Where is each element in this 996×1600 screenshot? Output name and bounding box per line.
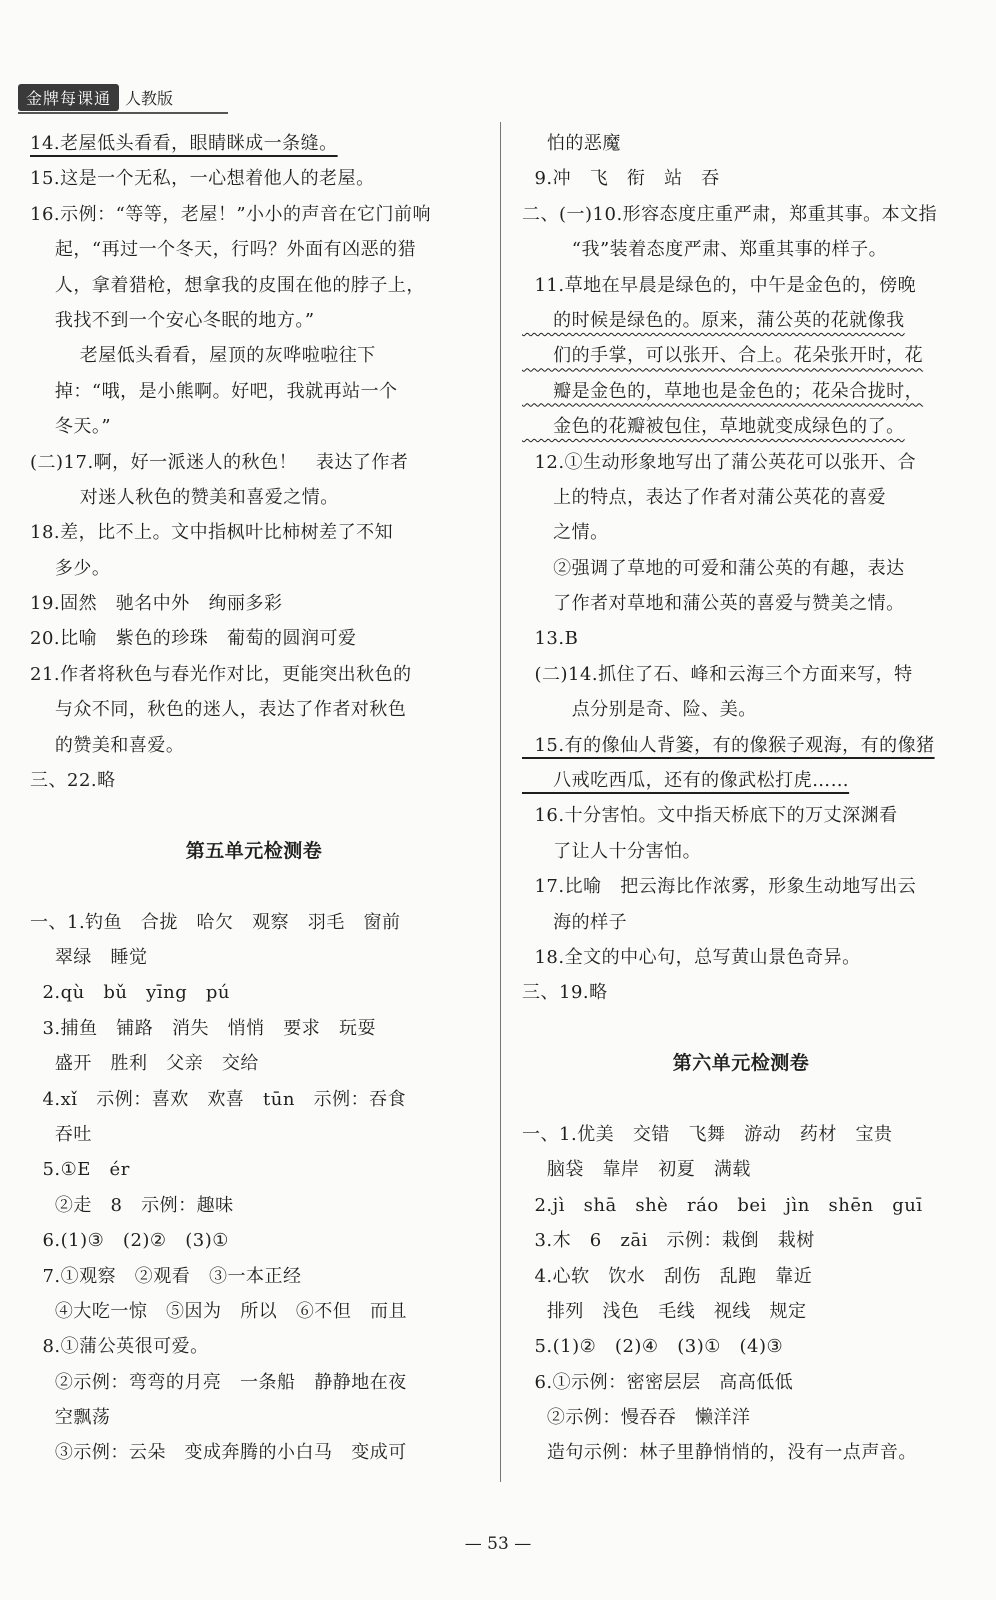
answer-line: 16.十分害怕。文中指天桥底下的万丈深渊看 <box>522 805 898 827</box>
answer-line: 21.作者将秋色与春光作对比，更能突出秋色的 <box>30 663 412 685</box>
spacer <box>522 1082 960 1117</box>
answer-line: 多少。 <box>30 557 111 579</box>
page-number: — 53 — <box>464 1534 532 1554</box>
answer-line: ②走 8 示例：趣味 <box>30 1194 234 1216</box>
answer-line: (二)17.啊，好一派迷人的秋色！ 表达了作者 <box>30 451 409 473</box>
answer-line: 3.木 6 zāi 示例：栽倒 栽树 <box>522 1230 815 1252</box>
answer-line: (二)14.抓住了石、峰和云海三个方面来写，特 <box>522 663 913 685</box>
answer-line: 2.qù bǔ yīng pú <box>30 982 230 1004</box>
answer-line: 4.心软 饮水 刮伤 乱跑 靠近 <box>522 1265 813 1287</box>
answer-line: 二、(一)10.形容态度庄重严肃，郑重其事。本文指 <box>522 203 938 225</box>
answer-line: 2.jì shā shè ráo bei jìn shēn guī <box>522 1194 923 1216</box>
answer-line: 起，“再过一个冬天，行吗？外面有凶恶的猎 <box>30 239 417 261</box>
answer-line: 一、1.钓鱼 合拢 哈欠 观察 羽毛 窗前 <box>30 911 401 933</box>
answer-line: 3.捕鱼 铺路 消失 悄悄 要求 玩耍 <box>30 1017 376 1039</box>
answer-line: 对迷人秋色的赞美和喜爱之情。 <box>30 486 339 508</box>
answer-line <box>522 303 960 338</box>
answer-line: 掉：“哦，是小熊啊。好吧，我就再站一个 <box>30 380 398 402</box>
spacer <box>30 798 478 833</box>
answer-line: 排列 浅色 毛线 视线 规定 <box>522 1300 807 1322</box>
spacer <box>522 1011 960 1046</box>
underlined-text: 瓣是金色的，草地也是金色的；花朵合拢时， <box>522 380 924 402</box>
underlined-text: 金色的花瓣被包住，草地就变成绿色的了。 <box>522 416 905 438</box>
answer-line: 17.比喻 把云海比作浓雾，形象生动地写出云 <box>522 876 917 898</box>
answer-line: 18.全文的中心句，总写黄山景色奇异。 <box>522 946 861 968</box>
answer-line: 上的特点，表达了作者对蒲公英花的喜爱 <box>522 486 887 508</box>
answer-line: 6.①示例：密密层层 高高低低 <box>522 1371 794 1393</box>
answer-line: 13.B <box>522 628 579 650</box>
answer-line: “我”装着态度严肃、郑重其事的样子。 <box>522 239 888 261</box>
answer-line: 人，拿着猎枪，想拿我的皮围在他的脖子上， <box>30 274 425 296</box>
underlined-text: 八戒吃西瓜，还有的像武松打虎…… <box>522 770 850 792</box>
answer-line: 脑袋 靠岸 初夏 满载 <box>522 1159 751 1181</box>
answer-line: 了让人十分害怕。 <box>522 840 702 862</box>
answer-line: 三、22.略 <box>30 770 116 792</box>
answer-line: 20.比喻 紫色的珍珠 葡萄的圆润可爱 <box>30 628 357 650</box>
answer-line: ②示例：弯弯的月亮 一条船 静静地在夜 <box>30 1371 407 1393</box>
underlined-text: 15.有的像仙人背篓，有的像猴子观海，有的像猪 <box>522 734 935 756</box>
answer-line: 翠绿 睡觉 <box>30 946 148 968</box>
answer-line <box>522 374 960 409</box>
answer-line <box>522 763 960 798</box>
answer-line: 空飘荡 <box>30 1407 111 1429</box>
answer-line: 的赞美和喜爱。 <box>30 734 185 756</box>
header-rule <box>18 112 228 114</box>
answer-line: 冬天。” <box>30 416 112 438</box>
answer-line: 一、1.优美 交错 飞舞 游动 药材 宝贵 <box>522 1123 893 1145</box>
left-answer-column <box>30 126 478 1471</box>
answer-line: 12.①生动形象地写出了蒲公英花可以张开、合 <box>522 451 917 473</box>
answer-line <box>522 728 960 763</box>
answer-line <box>30 126 478 161</box>
answer-line: 11.草地在早晨是绿色的，中午是金色的，傍晚 <box>522 274 917 296</box>
answer-line: 怕的恶魔 <box>522 133 621 154</box>
answer-line: ③示例：云朵 变成奔腾的小白马 变成可 <box>30 1442 407 1464</box>
answer-line: 18.差，比不上。文中指枫叶比柿树差了不知 <box>30 522 394 544</box>
answer-line: ④大吃一惊 ⑤因为 所以 ⑥不但 而且 <box>30 1300 408 1322</box>
answer-line: 吞吐 <box>30 1123 92 1145</box>
underlined-text: 的时候是绿色的。原来，蒲公英的花就像我 <box>522 309 905 331</box>
answer-line: 造句示例：林子里静悄悄的，没有一点声音。 <box>522 1442 917 1464</box>
answer-line: 8.①蒲公英很可爱。 <box>30 1336 209 1358</box>
answer-line: 盛开 胜利 父亲 交给 <box>30 1053 259 1075</box>
column-divider <box>500 122 501 1482</box>
answer-line: 了作者对草地和蒲公英的喜爱与赞美之情。 <box>522 593 905 615</box>
underlined-text: 们的手掌，可以张开、合上。花朵张开时，花 <box>522 345 924 367</box>
answer-line: 16.示例：“等等，老屋！”小小的声音在它门前响 <box>30 203 432 225</box>
answer-line: 点分别是奇、险、美。 <box>522 699 757 721</box>
answer-line: 7.①观察 ②观看 ③一本正经 <box>30 1265 302 1287</box>
answer-line: 我找不到一个安心冬眠的地方。” <box>30 309 315 331</box>
answer-line: 19.固然 驰名中外 绚丽多彩 <box>30 593 283 615</box>
answer-line: 4.xǐ 示例：喜欢 欢喜 tūn 示例：吞食 <box>30 1088 407 1110</box>
answer-line: 老屋低头看看，屋顶的灰哗啦啦往下 <box>30 345 376 367</box>
answer-line: 5.(1)② (2)④ (3)① (4)③ <box>522 1336 784 1358</box>
section-title: 第五单元检测卷 <box>185 839 323 862</box>
spacer <box>30 869 478 904</box>
answer-line: 三、19.略 <box>522 982 608 1004</box>
answer-line: 与众不同，秋色的迷人，表达了作者对秋色 <box>30 699 407 721</box>
answer-line: ②强调了草地的可爱和蒲公英的有趣，表达 <box>522 557 905 579</box>
page-header <box>18 84 228 110</box>
right-answer-column <box>522 126 960 1471</box>
book-edition: 人教版 <box>125 88 174 108</box>
book-brand: 金牌每课通 <box>18 84 119 111</box>
section-title: 第六单元检测卷 <box>672 1052 810 1075</box>
answer-line: 6.(1)③ (2)② (3)① <box>30 1230 229 1252</box>
underlined-text: 14.老屋低头看看，眼睛眯成一条缝。 <box>30 133 338 154</box>
answer-line: 9.冲 飞 衔 站 吞 <box>522 168 720 190</box>
answer-line: 海的样子 <box>522 911 628 933</box>
answer-line: ②示例：慢吞吞 懒洋洋 <box>522 1407 751 1429</box>
answer-line: 5.①E ér <box>30 1159 130 1181</box>
answer-line: 之情。 <box>522 522 609 544</box>
answer-line: 15.这是一个无私，一心想着他人的老屋。 <box>30 168 375 190</box>
answer-line <box>522 409 960 444</box>
answer-line <box>522 338 960 373</box>
